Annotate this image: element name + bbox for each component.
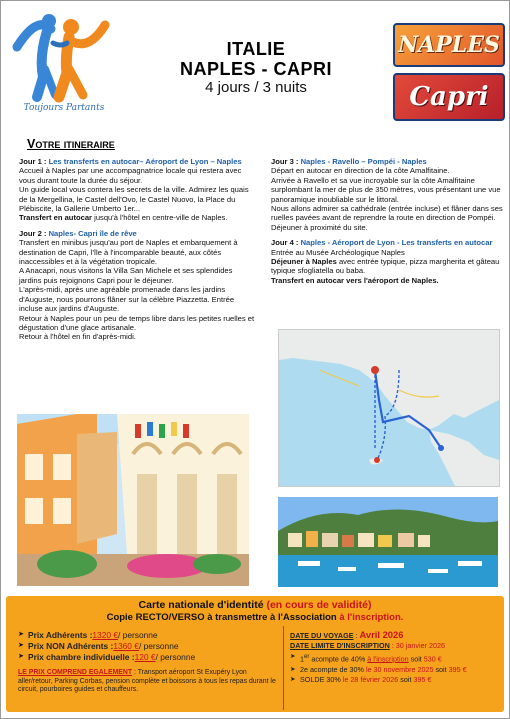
balance-when: le 28 février 2026 — [342, 675, 399, 685]
itinerary-right-column — [271, 157, 507, 291]
price-non-members-value: 1360 € — [113, 640, 139, 651]
id-card-validity: (en cours de validité) — [263, 599, 372, 611]
map-illustration — [279, 330, 499, 486]
price-members-value: 1320 € — [92, 630, 119, 640]
day-1-transfer: jusqu'à l'hôtel en centre-ville de Naples. — [92, 213, 228, 223]
trip-date-label: DATE DU VOYAGE — [290, 631, 354, 640]
deposit-2-text: 2e acompte de 30% — [300, 664, 366, 674]
day-1-bold: Transfert en autocar — [19, 213, 93, 223]
deposit-1-num: 1 — [300, 654, 304, 664]
day-1-text-2: Un guide local vous contera les secrets de la ville. Admirez les quais de la Mergellina, le Castel dell'Ovo, le Castel Nuovo, la Place du Plébiscite, la Gallerie Umberto 1er... — [19, 185, 249, 214]
capri-sign — [393, 73, 505, 121]
day-1 — [19, 157, 255, 223]
id-card-label: Carte nationale d'identité — [138, 599, 264, 611]
day-3-label: Jour 3 : — [271, 157, 299, 166]
deposit-1-amount: 530 € — [423, 654, 442, 664]
day-3-text-4: Déjeuner à proximité du site. — [271, 222, 368, 232]
day-1-text-3 — [19, 213, 255, 222]
harbor-photo-illustration — [278, 497, 498, 587]
price-members — [18, 630, 280, 641]
deposit-1-sup: er — [304, 653, 310, 660]
deposit-2-when: le 30 novembre 2025 — [365, 664, 434, 674]
price-included-title: LE PRIX COMPREND EGALEMENT — [18, 669, 133, 676]
price-members-label: Prix Adhérents : — [28, 630, 93, 640]
day-2-text-3: L'après-midi, après une agréable promenade dans les jardins d'Auguste, nous pourrons flâner sur la célèbre Piazzetta. Entrée incluse aux jardins d'Auguste. — [19, 285, 235, 314]
arrow-icon: ➤ — [290, 665, 296, 673]
price-non-members-label: Prix NON Adhérents : — [28, 640, 114, 651]
capri-harbor-photo — [278, 497, 498, 587]
capri-piazzetta-photo — [17, 414, 249, 586]
deposit-2 — [290, 665, 500, 675]
price-included — [18, 669, 280, 695]
naples-sign — [393, 23, 505, 67]
deposit-1 — [290, 652, 500, 665]
balance-soit: soit — [398, 675, 414, 685]
price-non-members-unit: / personne — [138, 640, 179, 651]
day-4-bold-2: Transfert en autocar vers l'aéroport de Naples. — [271, 275, 439, 285]
price-members-unit: / personne — [118, 630, 158, 640]
day-4-bold-1: Déjeuner à Naples — [271, 257, 337, 267]
id-card-title — [6, 599, 504, 611]
day-3-heading — [271, 157, 507, 166]
deposit-1-when: à l'inscription — [367, 654, 409, 664]
deposit-2-soit: soit — [433, 664, 449, 674]
day-2-text-5: Retour à l'hôtel en fin d'après-midi. — [19, 332, 136, 342]
price-list — [18, 630, 280, 662]
deposit-1-soit: soit — [408, 654, 424, 664]
day-4-text-2 — [271, 257, 507, 276]
day-3-title: Naples - Ravello – Pompéi - Naples — [300, 157, 427, 166]
page-title — [151, 39, 361, 97]
trip-date-value: Avril 2026 — [359, 629, 404, 640]
price-single-room — [18, 652, 280, 663]
capri-photo-illustration — [17, 414, 249, 586]
naples-sign-label: NAPLES — [398, 32, 500, 58]
balance — [290, 675, 500, 685]
day-1-label: Jour 1 : — [19, 157, 47, 166]
title-duration: 4 jours / 3 nuits — [205, 79, 307, 96]
day-2-label: Jour 2 : — [19, 228, 47, 238]
arrow-icon: ➤ — [290, 676, 296, 684]
dancers-logo-icon — [9, 7, 119, 103]
day-1-text-1: Accueil à Naples par une accompagnatrice locale qui restera avec vous durant toute la durée du séjour. — [19, 166, 242, 185]
day-4-heading — [271, 238, 507, 247]
arrow-icon: ➤ — [18, 631, 24, 638]
id-card-copy-text: Copie RECTO/VERSO à transmettre à l'Association — [106, 612, 337, 623]
itinerary-title: Votre itineraire — [27, 137, 115, 151]
info-band — [6, 596, 504, 712]
arrow-icon: ➤ — [18, 652, 24, 660]
balance-text: SOLDE 30% — [300, 675, 343, 685]
day-2-text-2: A Anacapri, nous visitons la Villa San Michele et ses splendides jardins puis rejoignons Capri pour le déjeuner. — [19, 266, 233, 285]
day-2-text-4: Retour à Naples pour un peu de temps libre dans les petites ruelles et dégustation d'une glace artisanale. — [19, 313, 255, 332]
id-card-when: à l'inscription. — [336, 612, 404, 623]
price-non-members — [18, 641, 280, 652]
day-3-text-2: Arrivée à Ravello et sa vue incroyable sur la côte Amalfitaine surplombant la mer de plus de 350 mètres, vous présentant une vue panoramique inoubliable sur le littoral. — [271, 175, 501, 204]
logo-caption: Toujours Partants — [23, 103, 105, 113]
day-4 — [271, 238, 507, 285]
arrow-icon: ➤ — [18, 641, 24, 649]
day-3 — [271, 157, 507, 232]
day-2-title: Naples- Capri île de rêve — [48, 228, 137, 238]
day-3-text-1: Départ en autocar en direction de la côte Amalfitaine. — [271, 166, 450, 176]
id-card-subtitle — [6, 612, 504, 623]
day-4-text-1: Entrée au Musée Archéologique Naples — [271, 247, 405, 257]
itinerary-left-column — [19, 157, 255, 348]
price-included-text: : Transport aéroport St Exupéry Lyon aller/retour, Parking Corbas, pension complète et boissons à tous les repas durant le circuit, pourboires guides et chauffeurs. — [18, 669, 276, 694]
deadline — [290, 641, 500, 651]
price-single-room-unit: / personne — [155, 651, 196, 662]
day-2 — [19, 229, 255, 342]
price-single-room-value: 120 € — [134, 651, 156, 662]
price-single-room-label: Prix chambre individuelle : — [28, 651, 135, 662]
deposit-2-amount: 395 € — [448, 664, 467, 674]
day-4-label: Jour 4 : — [271, 238, 299, 248]
day-2-heading — [19, 229, 255, 238]
day-1-heading — [19, 157, 255, 166]
balance-amount: 395 € — [413, 675, 432, 685]
capri-sign-label: Capri — [409, 82, 489, 112]
deadline-label: DATE LIMITE D'INSCRIPTION — [290, 641, 390, 651]
trip-date-separator: : — [353, 631, 360, 640]
band-divider — [283, 626, 284, 710]
dates-block — [290, 630, 500, 685]
route-map — [278, 329, 500, 487]
title-country: ITALIE — [226, 39, 286, 59]
day-4-title: Naples - Aéroport de Lyon - Les transferts en autocar — [300, 238, 493, 248]
title-destination: NAPLES - CAPRI — [179, 59, 332, 79]
trip-date — [290, 630, 500, 641]
association-logo — [9, 7, 119, 125]
day-2-text-1: Transfert en minibus jusqu'au port de Naples et embarquement à destination de Capri, l'île à l'incomparable beauté, aux côtés inaccessibles et à la végétation tropicale. — [19, 238, 238, 267]
deposit-1-text: acompte de 40% — [309, 654, 368, 664]
day-1-title: Les transferts en autocar– Aéroport de Lyon – Naples — [48, 157, 242, 166]
deadline-value: : 30 janvier 2026 — [389, 641, 445, 651]
arrow-icon: ➤ — [290, 652, 296, 660]
day-4-lunch: avec entrée typique, pizza margherita et gâteau typique sfogliatella ou baba. — [271, 257, 500, 276]
day-3-text-3: Nous allons admirer sa cathédrale (entrée incluse) et flâner dans ses ruelles pavées avant de reprendre la route en direction de Pompéi. — [271, 204, 503, 223]
